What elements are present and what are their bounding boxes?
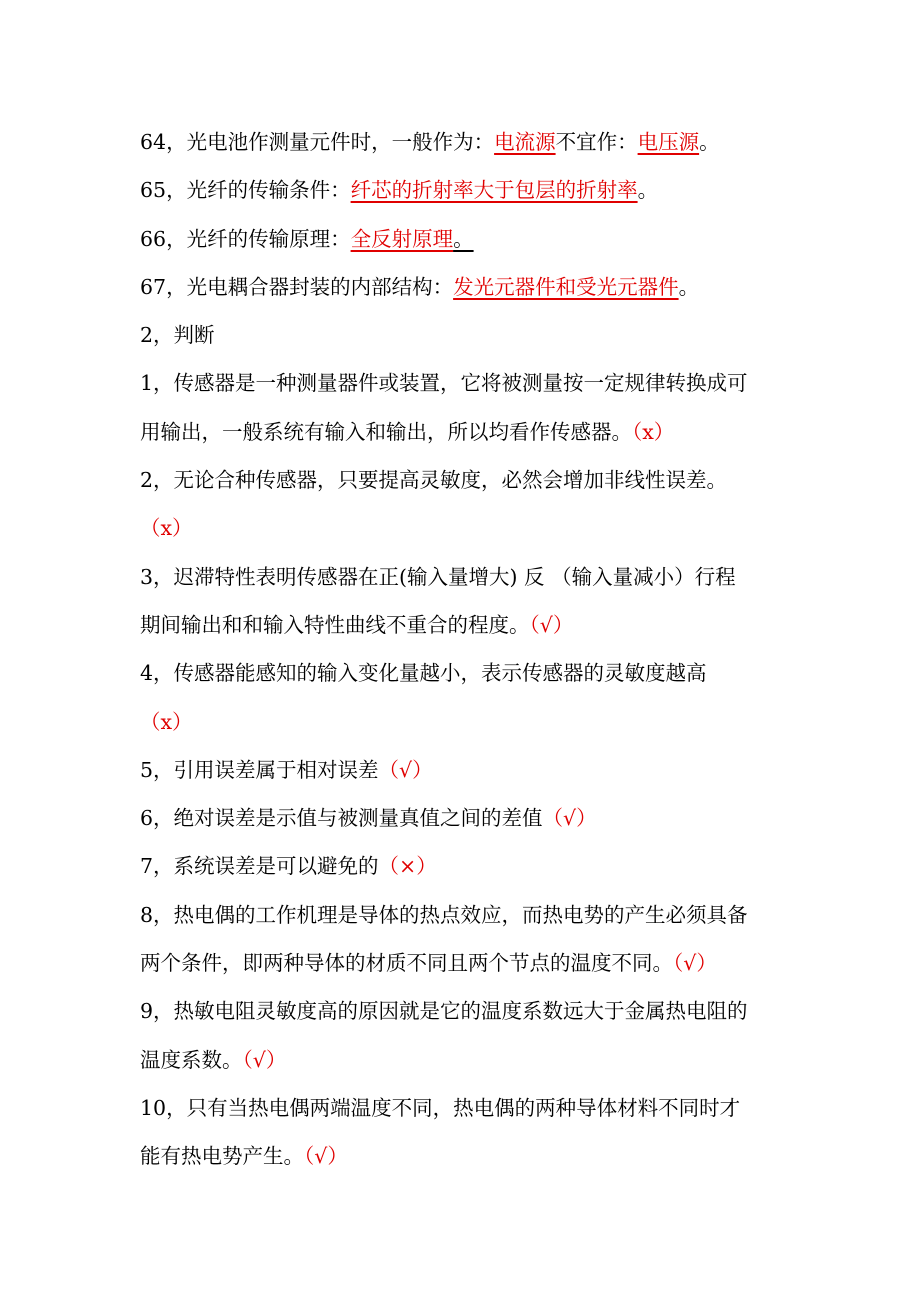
judgment-7 [140,842,800,890]
judgment-8-line1: 8，热电偶的工作机理是导体的热点效应，而热电势的产生必须具备 [140,902,748,927]
fill-in-item-67 [140,263,800,311]
answer-mark: （x） [632,419,675,444]
judgment-6 [140,794,800,842]
answer-blank: 发光元器件和受光元器件 [453,274,679,299]
answer-blank: 电压源 [637,130,700,154]
judgment-8-line2 [140,939,800,987]
fill-in-item-64 [140,118,800,166]
question-text: 能有热电势产生。 [140,1144,304,1169]
judgment-9-line1: 9，热敏电阻灵敏度高的原因就是它的温度系数远大于金属热电阻的 [140,999,748,1024]
judgment-3-line2 [140,601,800,649]
question-text: 温度系数。 [140,1047,243,1072]
answer-mark: （√） [242,1047,287,1072]
judgment-10-line1: 10，只有当热电偶两端温度不同，热电偶的两种导体材料不同时才 [140,1095,741,1120]
question-text: 不宜作： [555,130,638,154]
answer-mark: （×） [378,854,437,879]
answer-mark: （√） [378,757,433,782]
question-text: 期间输出和和输入特性曲线不重合的程度。 [140,612,530,637]
judgment-4-line1: 4，传感器能感知的输入变化量越小，表示传感器的灵敏度越高 [140,661,707,686]
judgment-1-line2 [140,408,800,456]
judgment-2-mark-line [140,504,800,552]
judgment-4-mark-line [140,698,800,746]
fill-in-item-65 [140,166,800,214]
judgment-2-line1: 2，无论合种传感器，只要提高灵敏度，必然会增加非线性误差。 [140,468,728,493]
punctuation: 。 [699,130,720,154]
punctuation: 。 [678,274,700,299]
punctuation: 。 [453,226,474,251]
answer-blank: 电流源 [494,130,556,154]
question-text: 两个条件，即两种导体的材质不同且两个节点的温度不同。 [140,951,673,976]
question-text: 6，绝对误差是示值与被测量真值之间的差值 [140,806,543,831]
answer-mark: （√） [529,612,574,637]
section-heading: 2，判断 [140,323,215,348]
question-text: 7，系统误差是可以避免的 [140,854,379,879]
judgment-1-line1: 1，传感器是一种测量器件或装置，它将被测量按一定规律转换成可 [140,371,748,396]
judgment-10-line2 [140,1132,800,1180]
answer-mark: （√） [673,951,717,976]
judgment-9-line2 [140,1036,800,1084]
answer-mark: （√） [542,806,597,831]
judgment-3-line1: 3，迟滞特性表明传感器在正(输入量增大) 反 （输入量减小）行程 [140,564,736,589]
punctuation: 。 [637,178,659,203]
question-text: 65，光纤的传输条件： [140,178,351,203]
question-text: 用输出，一般系统有输入和输出，所以均看作传感器。 [140,419,632,444]
question-text: 64，光电池作测量元件时，一般作为： [140,130,495,154]
judgment-5 [140,746,800,794]
question-text: 66，光纤的传输原理： [140,226,351,251]
fill-in-item-66 [140,215,800,263]
question-text: 67，光电耦合器封装的内部结构： [140,274,454,299]
answer-mark: （√） [304,1144,348,1169]
document-content [140,118,800,1181]
answer-mark: （x） [140,516,193,541]
answer-blank: 全反射原理 [350,226,454,251]
question-text: 5，引用误差属于相对误差 [140,757,379,782]
answer-mark: （x） [140,709,193,734]
answer-blank: 纤芯的折射率大于包层的折射率 [350,178,638,203]
